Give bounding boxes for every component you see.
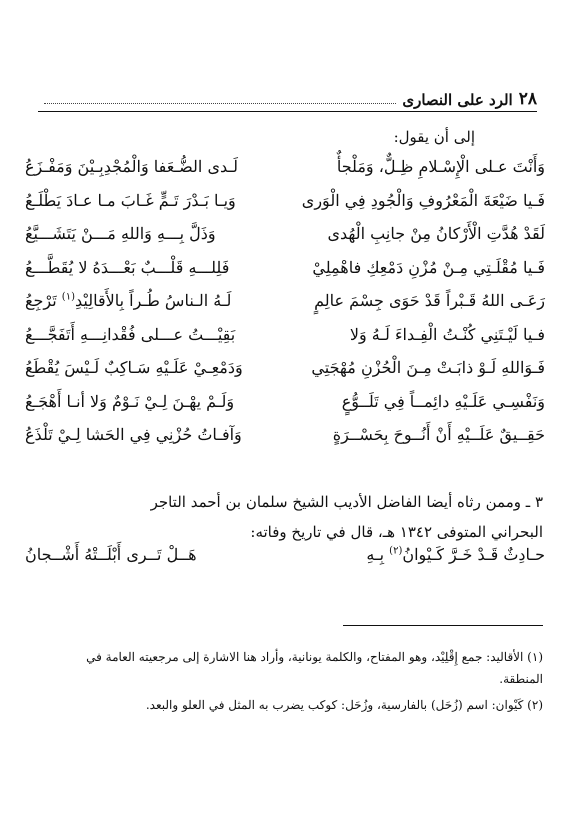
verse — [25, 418, 545, 452]
verse-second-hemistich: وَيـا بَـدْرَ تَـمٍّ غَـابَ مـا عـادَ يَطْلَـعُ — [25, 190, 236, 210]
verse — [25, 545, 545, 564]
verse-first-hemistich — [300, 545, 545, 564]
verse-first-hemistich: رَعَـى اللهُ قَـبْراً قَدْ حَوَى جِسْمَ عالِمٍ — [314, 291, 545, 311]
section-line: ٣ ـ وممن رثاه أيضا الفاضل الأديب الشيخ سلمان بن أحمد التاجر — [150, 493, 543, 511]
verse-second-hemistich: وَذَلَّ بِـــهِ وَاللهِ مَـــنْ يَتَشَـــيَّعُ — [25, 224, 216, 244]
footnote-separator — [343, 625, 543, 626]
verse — [25, 351, 545, 385]
running-title: الرد على النصارى — [402, 91, 513, 109]
verse-first-hemistich: فَـيا ضَيْعَةَ الْمَعْرُوفِ وَالْجُودِ فِي الْوَرى — [301, 190, 545, 210]
section-line: البحراني المتوفى ١٣٤٢ هـ، قال في تاريخ وفاته: — [250, 523, 543, 541]
verse-first-hemistich: حَقِــيقٌ عَلَــيْهِ أَنْ أَنُــوحَ بِحَسْــرَةٍ — [332, 425, 545, 445]
footnote-line: المنطقة. — [499, 672, 543, 686]
verse-second-hemistich — [25, 291, 270, 310]
verse-text-end: بِـهِ — [366, 545, 390, 564]
verse — [25, 184, 545, 218]
footnote — [25, 646, 543, 690]
verse-second-hemistich: فَلِلـــهِ قَلْـــبٌ بَعْـــدَهُ لا يُقَطَّـــعُ — [25, 257, 230, 277]
verse-first-hemistich: فَـيا مُقْلَـتِي مِـنْ مُزْنِ دَمْعِكِ فاهْمِلِيْ — [312, 257, 545, 277]
verse — [25, 217, 545, 251]
verse — [25, 284, 545, 318]
verse-text: لَـهُ الـناسُ طُـراً بِالأَقالِيْدِ — [74, 291, 232, 311]
poem — [25, 150, 545, 452]
header-dots — [44, 103, 396, 104]
footnote-ref: (٢) — [389, 545, 403, 557]
verse-first-hemistich: وَنَفْسِـي عَلَـيْهِ دائِمــاً فِي تَلَــوُّعٍ — [341, 391, 545, 411]
verse-second-hemistich: وَدَمْعِـيْ عَلَـيْهِ سَـاكِبٌ لَـيْسَ يُقْطَعُ — [25, 358, 243, 378]
footnote-ref: (١) — [61, 291, 75, 303]
verse-first-hemistich: فَـوَاللهِ لَـوْ ذابَـتْ مِـنَ الْحُزْنِ مُهْجَتِي — [311, 358, 545, 378]
verse-second-hemistich: وَآفـاتُ حُزْنِي فِي الحَشا لِـيْ تَلْذَعُ — [25, 425, 242, 445]
verse — [25, 318, 545, 352]
page-header — [38, 85, 537, 112]
verse-first-hemistich: وَأَنْتَ عـلى الْإِسْـلامِ ظِـلٌّ، وَمَلْجأٌ — [336, 157, 545, 177]
verse-first-hemistich: فـيا لَيْـتَنِي كُنْـتُ الْفِـداءَ لَـهُ وَلا — [349, 324, 545, 344]
intro-line: إلى أن يقول: — [393, 128, 475, 146]
verse-second-hemistich: وَلَـمْ يهْـنَ لِـيْ نَـوْمٌ وَلا أنـا أَهْجَـعُ — [25, 391, 235, 411]
verse-second-hemistich: بَقِيْـــتُ عـــلى فُقْدانِـــهِ أَتَفَجَّـــعُ — [25, 324, 236, 344]
verse — [25, 385, 545, 419]
verse-text: حـادِثٌ قَـدْ خَـرَّ كَـيْوانُ — [402, 545, 545, 564]
verse-second-hemistich: لَـدى الضُّـعَفا وَالْمُجْدِبِـيْنَ وَمَفْـزَعُ — [25, 157, 238, 177]
verse — [25, 251, 545, 285]
verse-second-hemistich: هَــلْ تَــرى أَبْلَــتْهُ أَشْــجانُ — [25, 545, 197, 564]
page-number: ٢٨ — [518, 89, 537, 109]
verse-first-hemistich: لَقَدْ هُدَّتِ الْأَرْكانُ مِنْ جانِبِ الْهُدى — [327, 224, 545, 244]
footnote-line: (١) الأقاليد: جمع إِقْلِيْد، وهو المفتاح، والكلمة يونانية، وأراد هنا الاشارة إلى مرجعيته العامة في — [86, 650, 543, 664]
footnote-line: (٢) كَيْوان: اسم (زُحَل) بالفارسية، وزُحَل: كوكب يضرب به المثل في العلو والبعد. — [145, 698, 543, 712]
footnote — [25, 694, 543, 716]
verse — [25, 150, 545, 184]
verse-text-end: تَرْجِعُ — [25, 291, 62, 311]
section-paragraph — [23, 487, 543, 547]
